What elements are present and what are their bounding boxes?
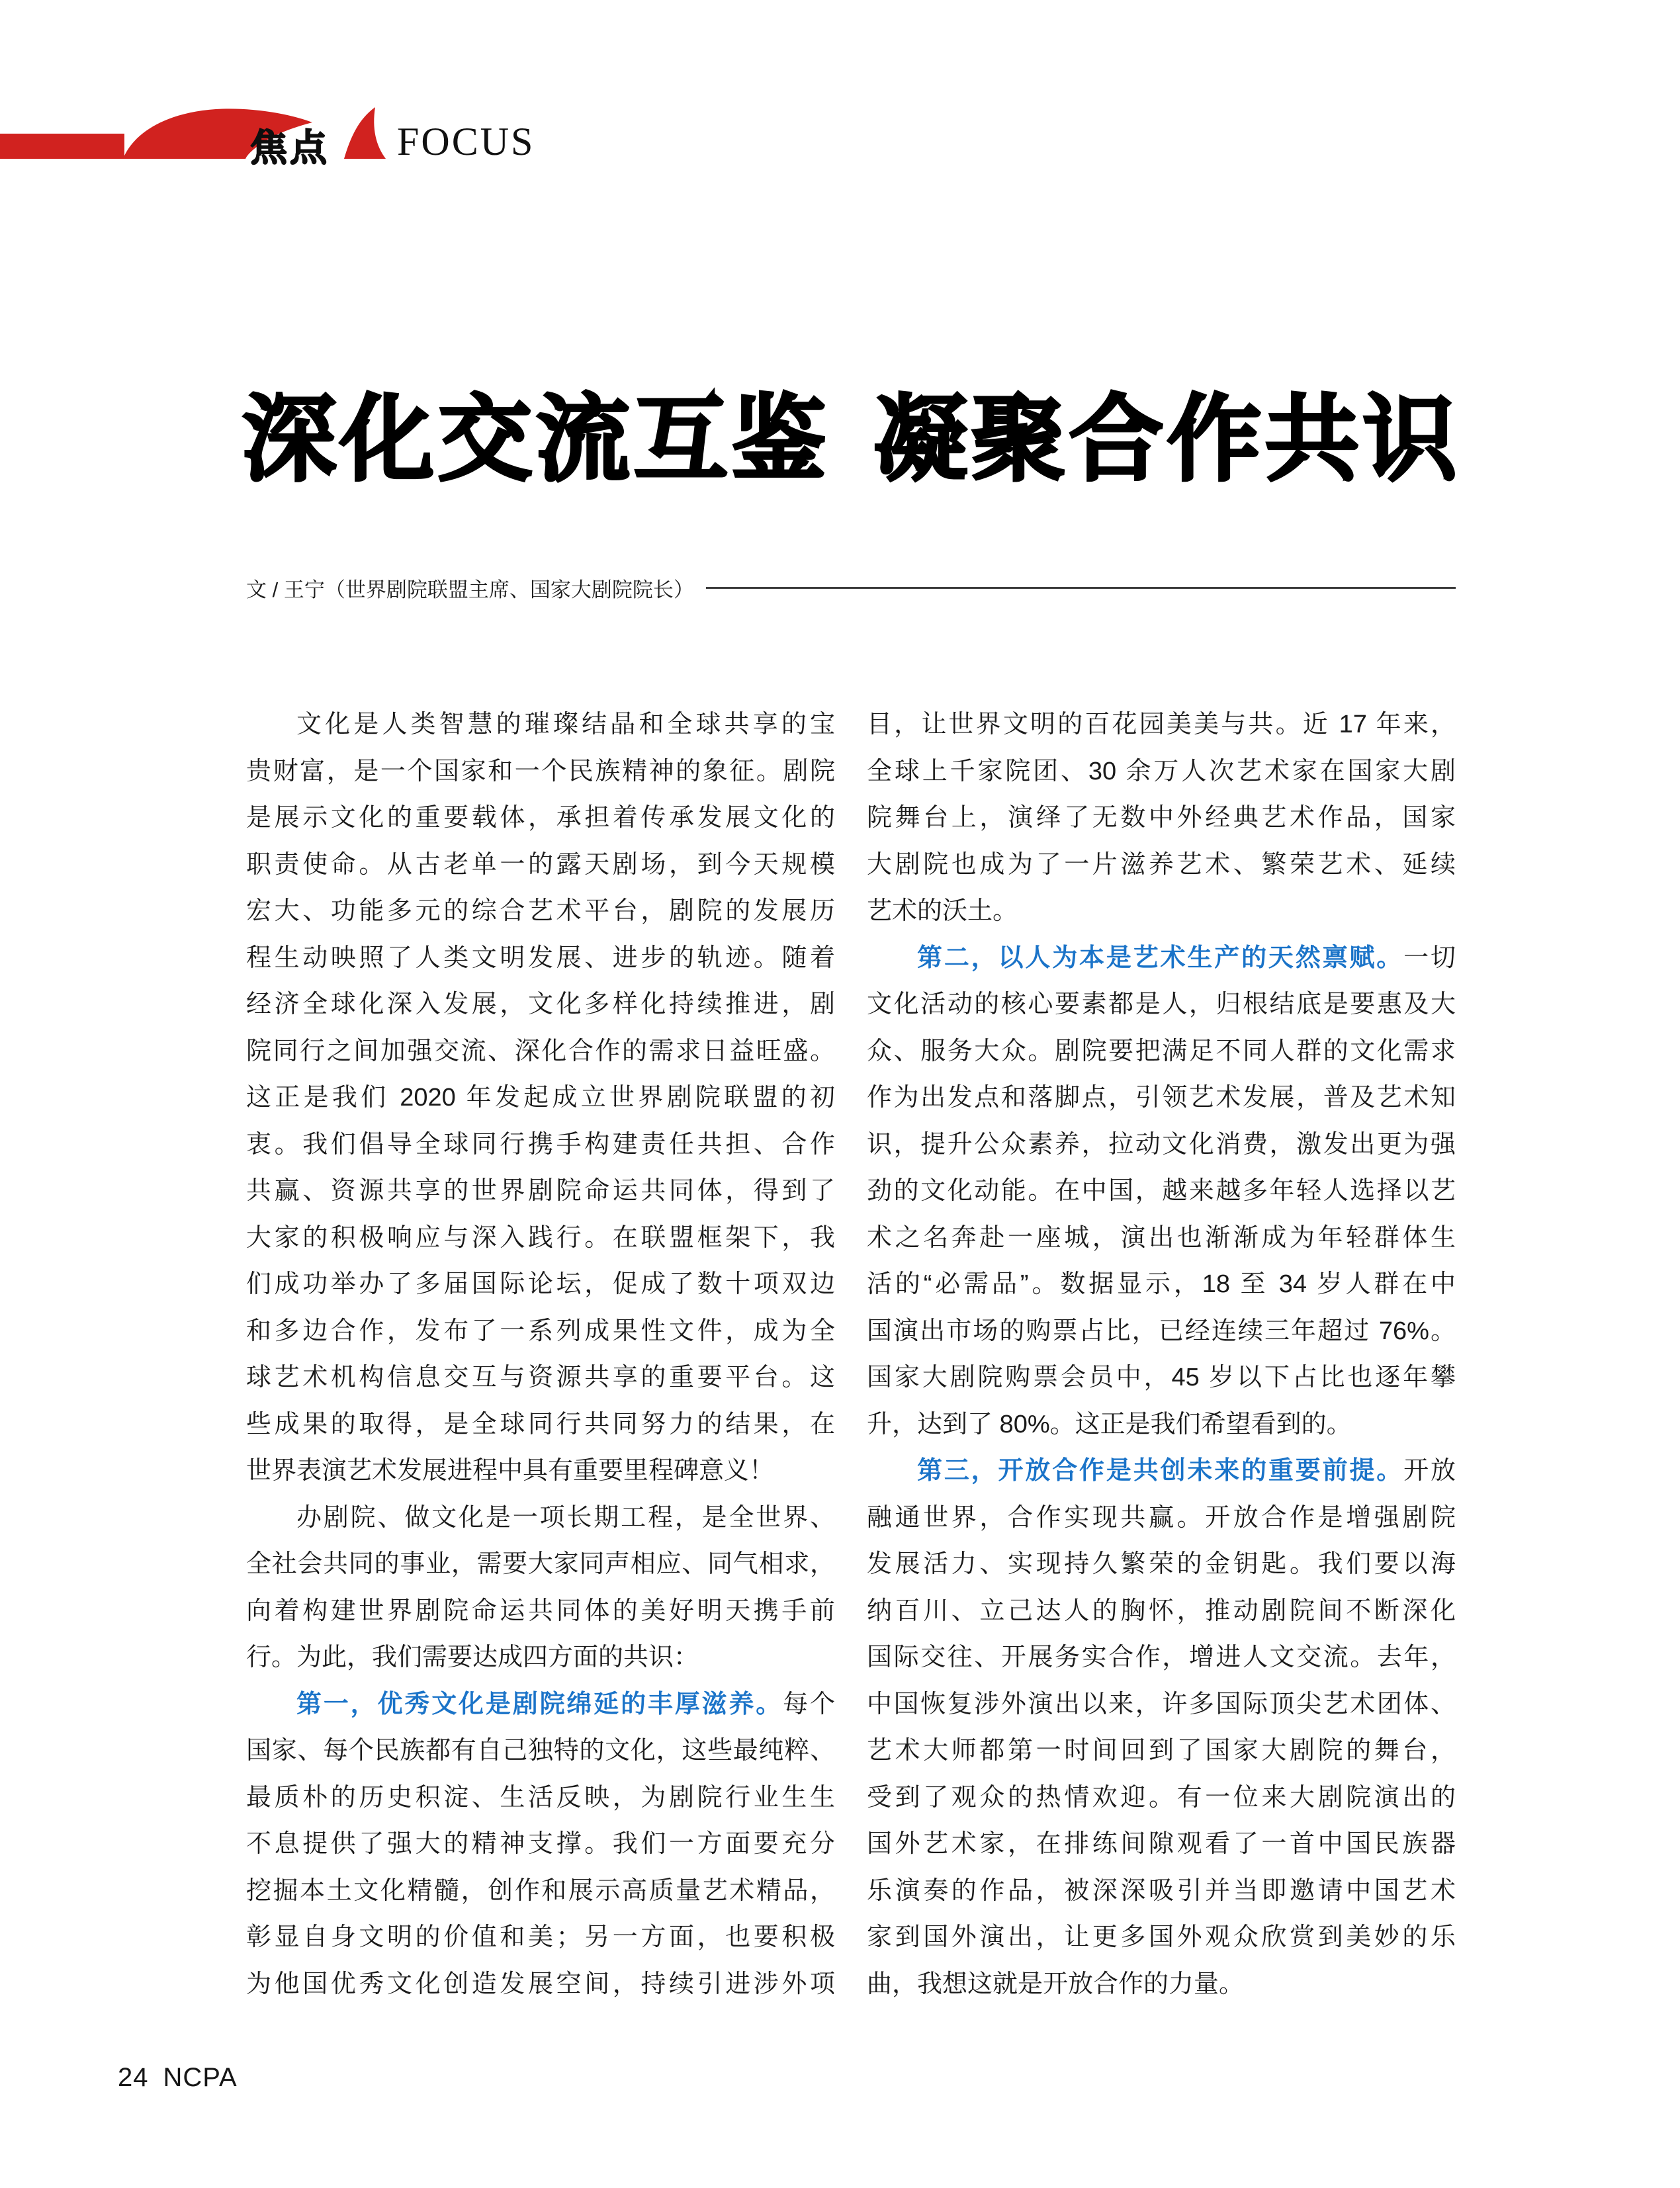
text-line: 国际交往、开展务实合作，增进人文交流。去年，: [867, 1643, 1456, 1671]
magazine-name: NCPA: [163, 2063, 238, 2092]
text-line: 中国恢复涉外演出以来，许多国际顶尖艺术团体、: [867, 1690, 1456, 1718]
text-line: 大家的积极响应与深入践行。在联盟框架下，我: [246, 1223, 835, 1252]
byline-row: [246, 573, 1456, 603]
emphasis-lead: 第三，开放合作是共创未来的重要前提。: [917, 1457, 1404, 1485]
text-line: 文化活动的核心要素都是人，归根结底是要惠及大: [867, 990, 1456, 1018]
text-line: 升，达到了 80%。这正是我们希望看到的。: [867, 1410, 1352, 1438]
section-banner: [0, 105, 535, 169]
text-line: 第三，开放合作是共创未来的重要前提。开放: [917, 1457, 1456, 1485]
text-line: 术之名奔赴一座城，演出也渐渐成为年轻群体生: [867, 1223, 1456, 1252]
text-line: 文化是人类智慧的璀璨结晶和全球共享的宝: [296, 711, 835, 738]
text-line: 院舞台上，演绎了无数中外经典艺术作品，国家: [867, 804, 1456, 832]
text-line: 大剧院也成为了一片滋养艺术、繁荣艺术、延续: [867, 850, 1456, 879]
page-number: 24: [118, 2063, 149, 2092]
text-line: 国家、每个民族都有自己独特的文化，这些最纯粹、: [246, 1737, 835, 1765]
text-line: 纳百川、立己达人的胸怀，推动剧院间不断深化: [867, 1597, 1456, 1625]
column-right: [867, 701, 1456, 2007]
text-line: 劲的文化动能。在中国，越来越多年轻人选择以艺: [867, 1177, 1456, 1205]
text-line: 程生动映照了人类文明发展、进步的轨迹。随着: [246, 943, 835, 972]
text-line: 世界表演艺术发展进程中具有重要里程碑意义！: [246, 1457, 775, 1485]
section-label-en: FOCUS: [397, 120, 535, 163]
text-line: 行。为此，我们需要达成四方面的共识：: [246, 1643, 699, 1671]
emphasis-lead: 第一，优秀文化是剧院绵延的丰厚滋养。: [296, 1690, 783, 1718]
emphasis-lead: 第二，以人为本是艺术生产的天然禀赋。: [917, 943, 1404, 972]
text-line: 艺术大师都第一时间回到了国家大剧院的舞台，: [867, 1737, 1456, 1765]
text-line: 国外艺术家，在排练间隙观看了一首中国民族器: [867, 1830, 1456, 1858]
text-line: 经济全球化深入发展，文化多样化持续推进，剧: [246, 990, 835, 1018]
text-line: 们成功举办了多届国际论坛，促成了数十项双边: [246, 1270, 835, 1298]
page-title: [242, 364, 1461, 499]
text-line: 向着构建世界剧院命运共同体的美好明天携手前: [246, 1597, 835, 1625]
text-line: 宏大、功能多元的综合艺术平台，剧院的发展历: [246, 897, 835, 925]
text-line: 曲，我想这就是开放合作的力量。: [867, 1970, 1245, 1998]
text-line: 乐演奏的作品，被深深吸引并当即邀请中国艺术: [867, 1876, 1456, 1905]
text-line: 受到了观众的热情欢迎。有一位来大剧院演出的: [867, 1783, 1456, 1812]
text-line: 第二，以人为本是艺术生产的天然禀赋。一切: [917, 943, 1456, 972]
text-line: 最质朴的历史积淀、生活反映，为剧院行业生生: [246, 1783, 835, 1812]
text-line: 国演出市场的购票占比，已经连续三年超过 76%。: [867, 1317, 1456, 1345]
text-line: 全社会共同的事业，需要大家同声相应、同气相求，: [246, 1550, 835, 1578]
text-line: 全球上千家院团、30 余万人次艺术家在国家大剧: [867, 757, 1456, 785]
text-line: 是展示文化的重要载体，承担着传承发展文化的: [246, 804, 835, 832]
byline-rule: [706, 587, 1456, 589]
text-line: 融通世界，合作实现共赢。开放合作是增强剧院: [867, 1503, 1456, 1532]
article-body: [246, 701, 1456, 2007]
text-line: 这正是我们 2020 年发起成立世界剧院联盟的初: [246, 1084, 835, 1112]
text-line: 为他国优秀文化创造发展空间，持续引进涉外项: [246, 1970, 835, 1998]
text-line: 挖掘本土文化精髓，创作和展示高质量艺术精品，: [246, 1876, 835, 1905]
title-part2: 凝聚合作共识: [873, 387, 1461, 492]
text-line: 识，提升公众素养，拉动文化消费，激发出更为强: [867, 1130, 1456, 1159]
text-line: 众、服务大众。剧院要把满足不同人群的文化需求: [867, 1037, 1456, 1065]
banner-red-bar: [0, 134, 124, 159]
text-line: 贵财富，是一个国家和一个民族精神的象征。剧院: [246, 757, 835, 785]
text-line: 发展活力、实现持久繁荣的金钥匙。我们要以海: [867, 1550, 1456, 1578]
text-line: 作为出发点和落脚点，引领艺术发展，普及艺术知: [867, 1084, 1456, 1112]
banner-fin-shape: [344, 107, 386, 159]
text-line: 共赢、资源共享的世界剧院命运共同体，得到了: [246, 1177, 835, 1205]
text-line: 些成果的取得，是全球同行共同努力的结果，在: [246, 1410, 835, 1438]
text-line: 艺术的沃土。: [867, 897, 1018, 925]
text-line: 彰显自身文明的价值和美；另一方面，也要积极: [246, 1923, 835, 1951]
section-label-zh: 焦点: [250, 127, 330, 169]
page-footer: [118, 2063, 238, 2093]
text-line: 不息提供了强大的精神支撑。我们一方面要充分: [246, 1830, 835, 1858]
text-line: 和多边合作，发布了一系列成果性文件，成为全: [246, 1317, 835, 1345]
text-line: 活的“必需品”。数据显示，18 至 34 岁人群在中: [867, 1270, 1456, 1298]
column-left: [246, 701, 835, 2007]
text-line: 职责使命。从古老单一的露天剧场，到今天规模: [246, 850, 835, 879]
text-line: 办剧院、做文化是一项长期工程，是全世界、: [296, 1503, 835, 1532]
byline: 文 / 王宁（世界剧院联盟主席、国家大剧院院长）: [246, 578, 694, 601]
text-line: 家到国外演出，让更多国外观众欣赏到美妙的乐: [867, 1923, 1456, 1951]
text-line: 目，让世界文明的百花园美美与共。近 17 年来，: [867, 711, 1456, 738]
title-part1: 深化交流互鉴: [242, 387, 830, 492]
text-line: 院同行之间加强交流、深化合作的需求日益旺盛。: [246, 1037, 835, 1065]
text-line: 球艺术机构信息交互与资源共享的重要平台。这: [246, 1364, 835, 1391]
text-line: 衷。我们倡导全球同行携手构建责任共担、合作: [246, 1130, 835, 1159]
text-line: 第一，优秀文化是剧院绵延的丰厚滋养。每个: [296, 1690, 835, 1718]
text-line: 国家大剧院购票会员中，45 岁以下占比也逐年攀: [867, 1364, 1456, 1391]
